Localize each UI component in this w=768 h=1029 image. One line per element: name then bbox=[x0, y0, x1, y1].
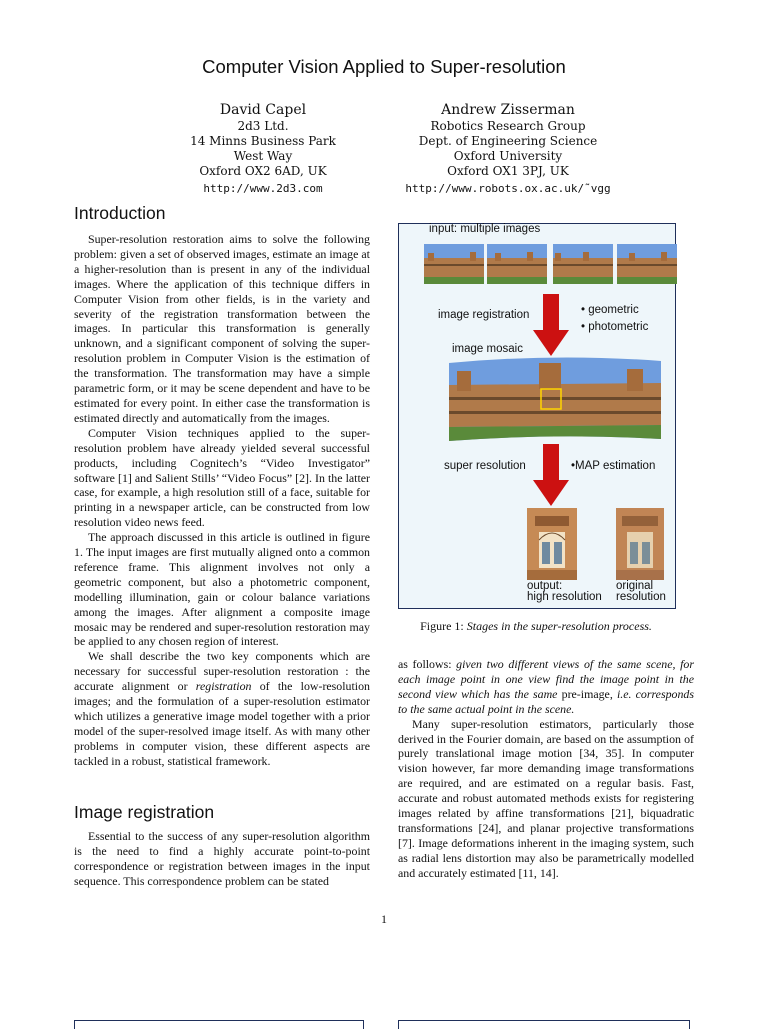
text-run: of the low-resolution images; and the formulation of a super-resolution estimator which utilizes a generative image model together with a prior model of the super-resolved image itself. As with many other problems in computer vision, these different aspects are tackled in a robust, statistical framework. bbox=[74, 679, 370, 768]
figure-bullet-geometric: • geometric bbox=[581, 304, 639, 316]
figure-label-registration: image registration bbox=[438, 309, 530, 321]
author-affiliation: Oxford University bbox=[453, 149, 563, 163]
image-registration-text bbox=[74, 829, 370, 889]
author-url[interactable]: http://www.robots.ox.ac.uk/˜vgg bbox=[405, 182, 611, 195]
author-affiliation: Robotics Research Group bbox=[430, 119, 586, 133]
input-image-thumbnail bbox=[424, 244, 484, 284]
emphasis: given two different views of the same scene, for each image point in one view find the image point in the second view which has the same bbox=[398, 657, 694, 701]
figure-bullet-map: •MAP estimation bbox=[571, 460, 656, 472]
figure-label-output bbox=[527, 581, 602, 603]
introduction-text bbox=[74, 232, 370, 769]
figure-label-input: input: multiple images bbox=[429, 223, 541, 235]
figure-caption bbox=[398, 619, 674, 634]
text-run: We shall describe the two key components which are necessary for successful super-resolution restoration : the accurate alignment or bbox=[74, 649, 370, 694]
author-url[interactable]: http://www.2d3.com bbox=[203, 182, 323, 195]
text-run: as follows: bbox=[398, 657, 457, 671]
figure-1 bbox=[398, 223, 676, 609]
label-line: resolution bbox=[616, 591, 666, 603]
next-page-box-right bbox=[398, 1020, 690, 1029]
author-address: West Way bbox=[233, 149, 293, 163]
paragraph: Essential to the success of any super-resolution algorithm is the need to find a highly accurate point-to-point correspondence or registration between images in the input sequence. This correspondence problem can be stated bbox=[74, 829, 370, 888]
image-mosaic bbox=[447, 351, 663, 443]
paragraph bbox=[74, 649, 370, 768]
author-affiliation: 2d3 Ltd. bbox=[237, 119, 289, 133]
down-arrow-icon bbox=[533, 294, 569, 356]
emphasis: i.e. corresponds to the same actual point in the scene. bbox=[398, 686, 694, 716]
author-address: 14 Minns Business Park bbox=[190, 134, 336, 148]
author-address: Oxford OX2 6AD, UK bbox=[199, 164, 327, 178]
author-name: Andrew Zisserman bbox=[441, 102, 575, 118]
output-high-resolution-image bbox=[527, 508, 577, 580]
page-number: 1 bbox=[381, 912, 387, 926]
author-affiliation: Dept. of Engineering Science bbox=[418, 134, 598, 148]
caption-text: Stages in the super-resolution process. bbox=[466, 619, 652, 633]
bullet-text: MAP estimation bbox=[575, 460, 656, 472]
paragraph: Many super-resolution estimators, particularly those derived in the Fourier domain, are based on the assumption of purely translational image motion [34, 35]. In computer vision however, far more demanding image transformations are required, and are estimated on a regular basis. Fast, accurate and robust automated methods exists for registering images related by affine transformations [21], biquadratic transformations [24], and planar projective transformations [7]. Image deformations inherent in the imaging system, such as radial lens distortion may also be parametrically modelled and accurately estimated [11, 14]. bbox=[398, 716, 694, 880]
label-line: high resolution bbox=[527, 591, 602, 603]
input-image-thumbnail bbox=[617, 244, 677, 284]
section-heading-image-registration: Image registration bbox=[74, 802, 215, 822]
author-address: Oxford OX1 3PJ, UK bbox=[447, 164, 569, 178]
figure-label-super-resolution: super resolution bbox=[444, 460, 526, 472]
paper-title: Computer Vision Applied to Super-resolution bbox=[202, 56, 566, 77]
paragraph bbox=[398, 657, 694, 717]
figure-label-mosaic: image mosaic bbox=[452, 343, 523, 355]
emphasis: registration bbox=[195, 679, 252, 694]
author-name: David Capel bbox=[219, 102, 307, 118]
input-image-thumbnail bbox=[487, 244, 547, 284]
original-resolution-image bbox=[616, 508, 664, 580]
figure-bullet-photometric: • photometric bbox=[581, 321, 649, 333]
next-page-box-left bbox=[74, 1020, 364, 1029]
bullet-text: photometric bbox=[588, 321, 649, 333]
section-heading-introduction: Introduction bbox=[74, 203, 166, 223]
paragraph: The approach discussed in this article is outlined in figure 1. The input images are first mutually aligned onto a common reference frame. This alignment involves not only a geometric component, but also a photometric component, modelling illumination, gain or colour balance variations among the images. After alignment a composite image mosaic may be rendered and super-resolution restoration may be applied to any chosen region of interest. bbox=[74, 530, 370, 649]
label-line: output: bbox=[527, 580, 563, 592]
right-column-text bbox=[398, 657, 694, 881]
label-line: original bbox=[616, 580, 654, 592]
author-block-zisserman bbox=[383, 102, 633, 196]
text-run: pre-image, bbox=[557, 686, 617, 701]
paragraph: Super-resolution restoration aims to solve the following problem: given a set of observed images, estimate an image at a higher-resolution than is present in any of the individual images. Where the application of this technique differs in Computer Vision from other fields, is in the variety and severity of the registration transformation between the images. In particular this transformation is generally unknown, and a significant component of solving the super-resolution problem in Computer Vision is the estimation of the transformation. The transformation may have a simple parametric form, or it may be scene dependent and have to be estimated for every point. In either case the transformation is estimated directly and automatically from the images. bbox=[74, 232, 370, 425]
author-block-capel bbox=[153, 102, 373, 196]
paragraph: Computer Vision techniques applied to the super-resolution problem have already yielded several successful products, including Cognitech’s “Video Investigator” software [1] and Salient Stills’ “Video Focus” [2]. In the latter case, for example, a high resolution still of a face, suitable for printing in a newspaper article, can be constructed from low resolution video news feed. bbox=[74, 425, 370, 530]
caption-label: Figure 1: bbox=[420, 619, 467, 633]
input-image-thumbnail bbox=[553, 244, 613, 284]
down-arrow-icon bbox=[533, 444, 569, 506]
bullet-text: geometric bbox=[588, 304, 639, 316]
figure-label-original bbox=[616, 581, 666, 603]
